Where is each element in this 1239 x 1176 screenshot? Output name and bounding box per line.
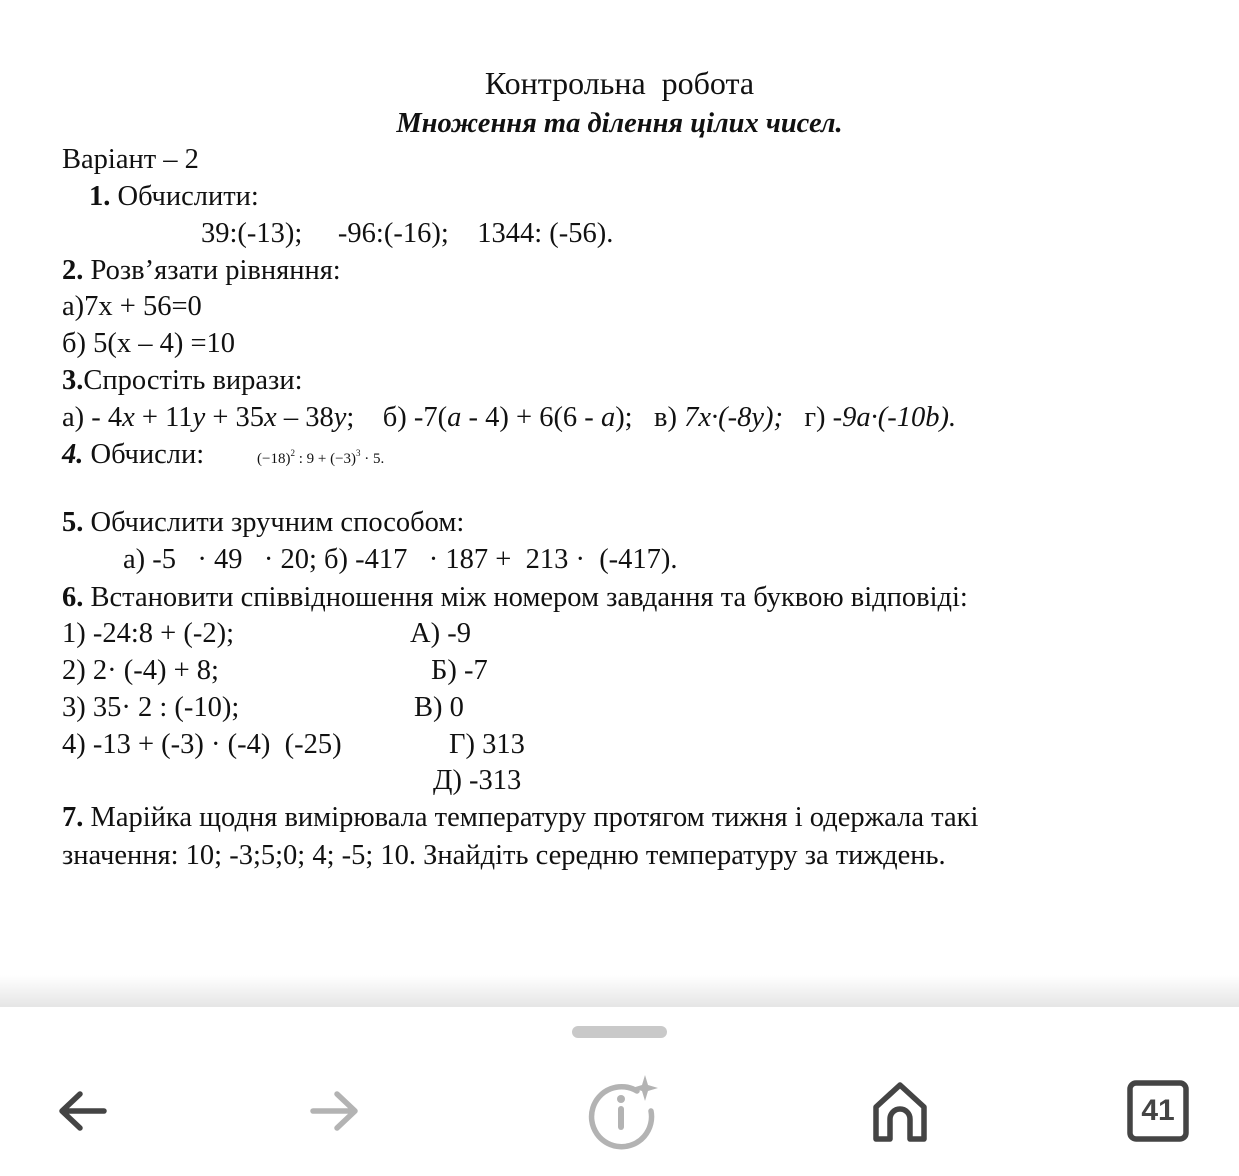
task-6-left-4: 4) -13 + (-3) · (-4) (-25) xyxy=(62,729,342,760)
task-7-line-1: 7. Марійка щодня вимірювала температуру протягом тижня і одержала такі xyxy=(62,802,979,833)
doc-title: Контрольна робота xyxy=(484,65,755,101)
back-button[interactable] xyxy=(44,1073,120,1149)
task-5-heading: 5. Обчислити зручним способом: xyxy=(62,507,465,538)
task-3-expressions: а) - 4x + 11y + 35x – 38y; б) -7(a - 4) + 6(6 - a); в) 7x·(-8y); г) -9a·(-10b). xyxy=(62,402,957,433)
task-2-heading: 2. Розв’язати рівняння: xyxy=(62,255,341,286)
task-6-right-c: В) 0 xyxy=(414,692,464,723)
task-6-right-e: Д) -313 xyxy=(433,765,522,796)
task-7-line-2: значення: 10; -3;5;0; 4; -5; 10. Знайдіть середню температуру за тиждень. xyxy=(62,840,946,871)
arrow-left-icon xyxy=(56,1089,108,1133)
task-6-right-d: Г) 313 xyxy=(449,729,525,760)
arrow-right-icon xyxy=(309,1089,361,1133)
task-1-heading: 1. Обчислити: xyxy=(89,181,259,212)
navbar-shadow xyxy=(0,975,1239,1007)
doc-subtitle: Множення та ділення цілих чисел. xyxy=(396,108,843,139)
info-button[interactable] xyxy=(583,1069,663,1153)
task-6-right-b: Б) -7 xyxy=(431,655,488,686)
tabs-button[interactable] xyxy=(1120,1073,1196,1149)
task-3-heading: 3.Спростіть вирази: xyxy=(62,365,303,396)
task-6-left-1: 1) -24:8 + (-2); xyxy=(62,618,234,649)
bottom-navigation-bar xyxy=(0,1007,1239,1176)
task-1-items: 39:(-13); -96:(-16); 1344: (-56). xyxy=(201,218,614,249)
info-sparkle-icon xyxy=(583,1069,663,1153)
forward-button[interactable] xyxy=(297,1073,373,1149)
task-2-b: б) 5(х – 4) =10 xyxy=(62,328,236,359)
task-4-formula: $(-18)^2$ : $9 + (-3)^3 \cdot 5$. xyxy=(257,448,385,467)
variant-label: Варіант – 2 xyxy=(62,144,199,175)
task-6-right-a: А) -9 xyxy=(410,618,471,649)
home-button[interactable] xyxy=(862,1073,938,1149)
task-2-a: а)7х + 56=0 xyxy=(62,291,202,322)
task-5-items: а) -5 · 49 · 20; б) -417 · 187 + 213 · (-417). xyxy=(123,544,678,575)
task-6-left-2: 2) 2· (-4) + 8; xyxy=(62,655,219,686)
tabs-count: 41 xyxy=(1141,1094,1175,1127)
task-6-heading: 6. Встановити співвідношення між номером завдання та буквою відповіді: xyxy=(62,582,968,613)
task-6-left-3: 3) 35· 2 : (-10); xyxy=(62,692,240,723)
home-icon xyxy=(868,1079,932,1143)
drag-handle[interactable] xyxy=(572,1026,667,1038)
task-4-heading: 4. Обчисли: xyxy=(62,439,205,470)
